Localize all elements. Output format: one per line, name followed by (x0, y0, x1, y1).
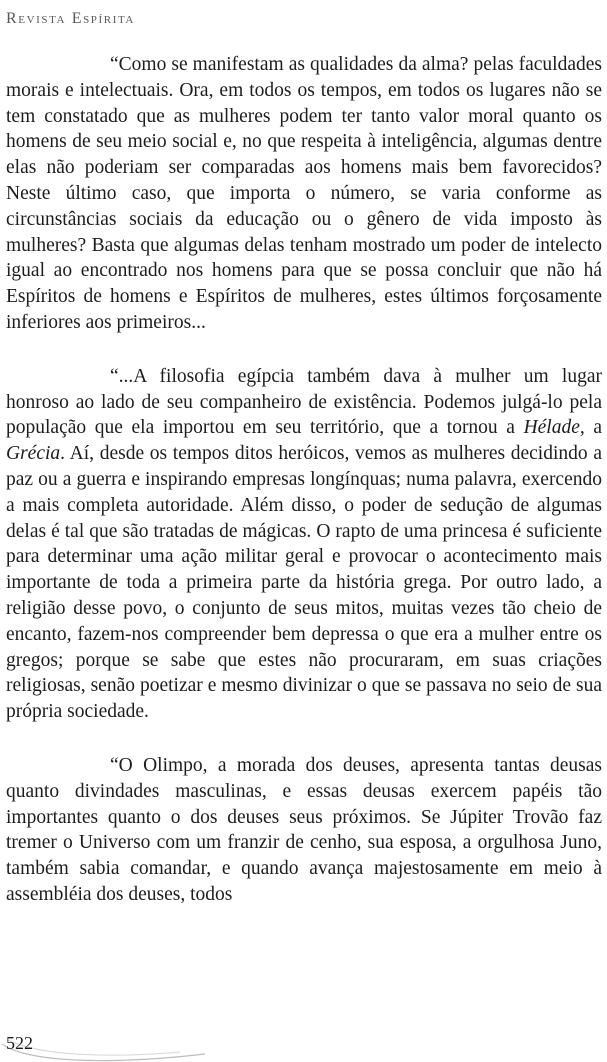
paragraph-3 (6, 753, 602, 908)
running-header: Revista Espírita (6, 10, 135, 27)
paragraph-2 (6, 364, 602, 725)
paragraph-1-text: “Como se manifestam as qualidades da alma? pelas faculdades morais e intelectuais. Ora, em todos os tempos, em todos os lugares não se tem constatado que as mulheres podem ter tanto valor moral quanto os homens de seu meio social e, no que respeita à inteligência, algumas dentre elas não poderiam ser comparadas aos homens mais bem favorecidos? Neste último caso, que importa o número, se varia conforme as circunstâncias sociais da educação ou o gênero de vida imposto às mulheres? Basta que algumas delas tenham mostrado um poder de intelecto igual ao encontrado nos homens para que se possa concluir que não há Espíritos de homens e Espíritos de mulheres, estes últimos forçosamente inferiores aos primeiros... (6, 54, 602, 333)
paragraph-1 (6, 52, 602, 336)
paragraph-3-text: “O Olimpo, a morada dos deuses, apresenta tantas deusas quanto divindades masculinas, e essas deusas exercem papéis tão importantes quanto o dos deuses seus próximos. Se Júpiter Trovão faz tremer o Universo com um franzir de cenho, sua esposa, a orgulhosa Juno, também sabia comandar, e quando avança majestosamente em meio à assembléia dos deuses, todos (6, 754, 602, 905)
paragraph-2-text-b: . Aí, desde os tempos ditos heróicos, vemos as mulheres decidindo a paz ou a guerra e inspirando empresas longínquas; numa palavra, exercendo a mais completa autoridade. Além disso, o poder de sedução de algumas delas é tal que são tratadas de mágicas. O rapto de uma princesa é suficiente para determinar uma ação militar geral e provocar o acontecimento mais importante de toda a primeira parte da história grega. Por outro lado, a religião desse povo, o conjunto de seus mitos, muitas vezes tão cheio de encanto, fazem-nos compreender bem depressa o que era a mulher entre os gregos; porque se sabe que estes não procuraram, em suas criações religiosas, senão poetizar e mesmo divinizar o que se passava no seio de sua própria sociedade. (6, 443, 602, 723)
footer-swash-ornament (0, 1034, 220, 1062)
italic-term-helade: Hélade (523, 417, 580, 439)
italic-term-grecia: Grécia (6, 443, 61, 465)
page-body (6, 52, 602, 936)
paragraph-2-sep: , a (579, 417, 603, 439)
paragraph-2-text-a: “...A filosofia egípcia também dava à mulher um lugar honroso ao lado de seu companheiro de existência. Podemos julgá-lo pela população que ela importou em seu território, que a tornou a (6, 365, 602, 439)
page-number: 522 (6, 1033, 33, 1053)
